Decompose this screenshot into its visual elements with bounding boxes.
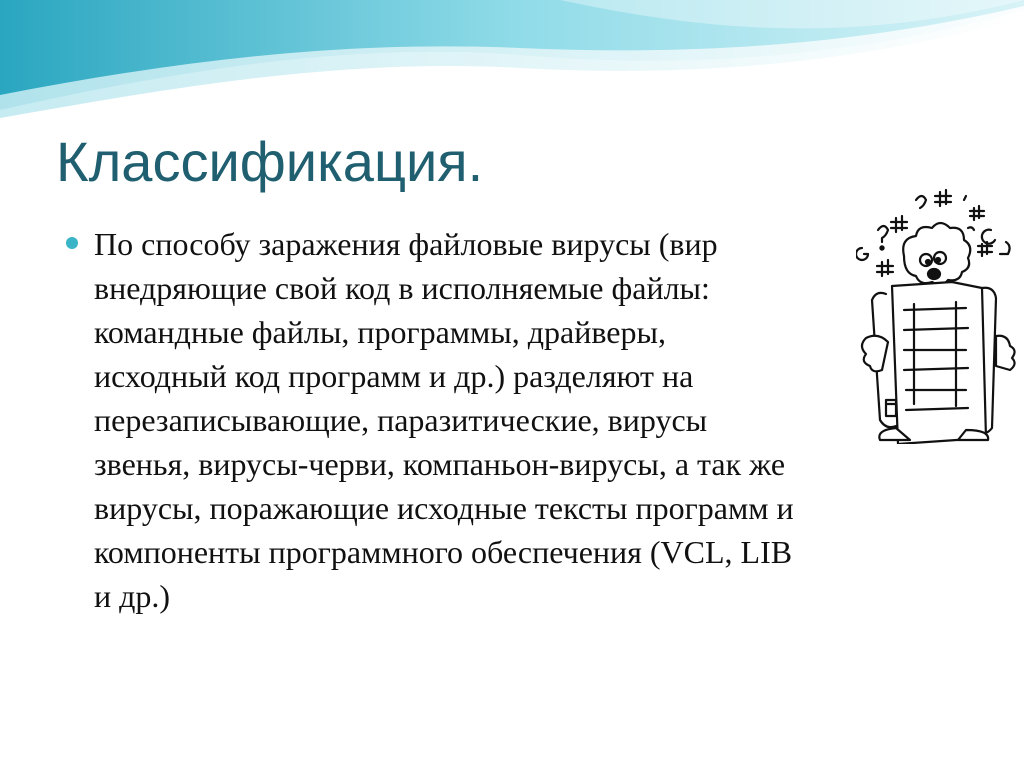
body-line: исходный код программ и др.) разделяют на (94, 358, 694, 394)
header-wave-decoration (0, 0, 1024, 140)
body-line: и др.) (94, 578, 171, 614)
slide-title: Классификация. (56, 130, 484, 193)
body-line: перезаписывающие, паразитические, вирусы (94, 402, 708, 438)
confused-character-holding-document-icon (856, 178, 1024, 444)
body-line: внедряющие свой код в исполняемые файлы: (94, 270, 710, 306)
slide-body-text (94, 222, 974, 618)
body-line: По способу заражения файловые вирусы (вир (94, 226, 718, 262)
body-line: вирусы, поражающие исходные тексты программ и (94, 490, 794, 526)
round-bullet-icon (66, 237, 78, 249)
body-line: компоненты программного обеспечения (VCL, LIB (94, 534, 793, 570)
body-line: звенья, вирусы-черви, компаньон-вирусы, а так же (94, 446, 786, 482)
body-line: командные файлы, программы, драйверы, (94, 314, 666, 350)
